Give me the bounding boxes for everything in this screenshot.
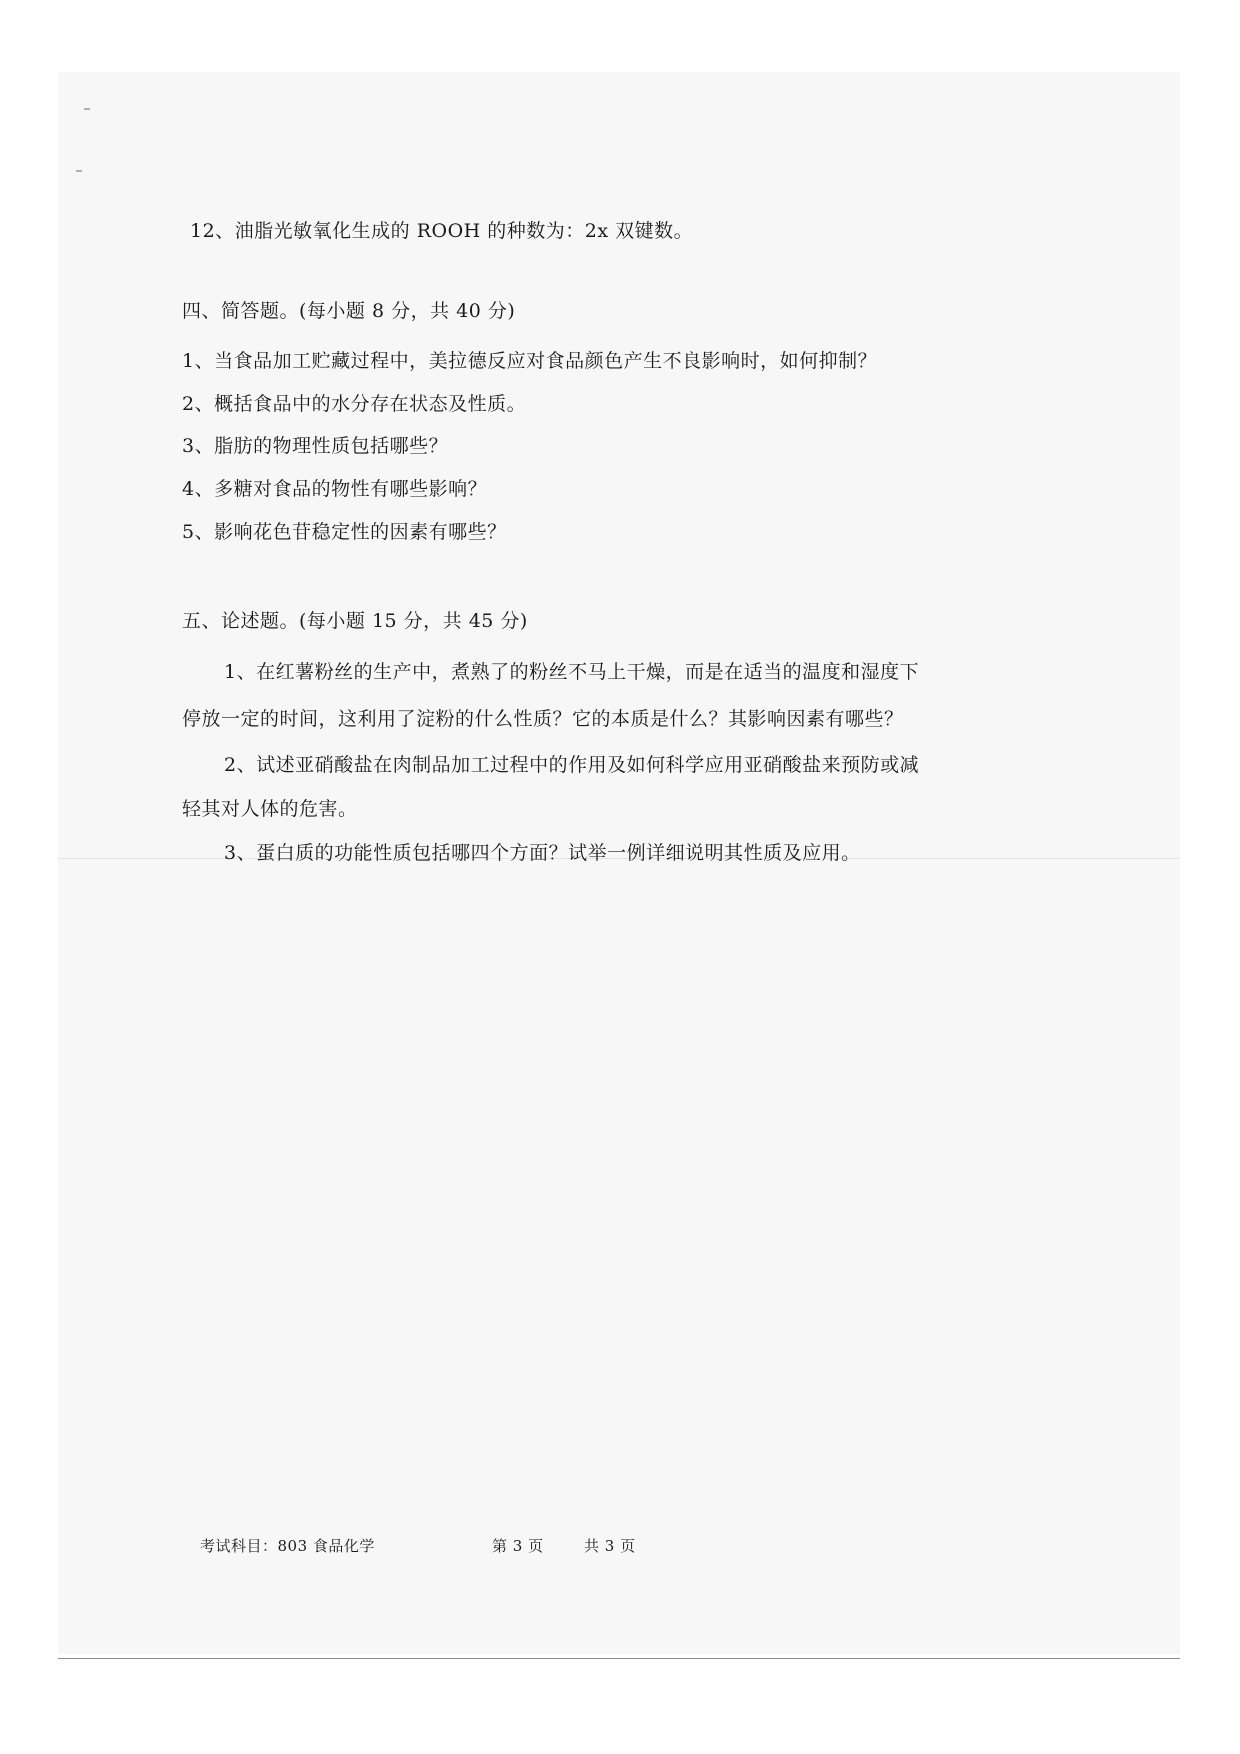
section-4-question-1: 1、当食品加工贮藏过程中，美拉德反应对食品颜色产生不良影响时，如何抑制？	[182, 350, 878, 372]
section-5-question-1-line-2: 停放一定的时间，这利用了淀粉的什么性质？它的本质是什么？其影响因素有哪些？	[182, 708, 904, 730]
section-5-question-2-line-2: 轻其对人体的危害。	[182, 798, 358, 820]
section-4-question-2: 2、概括食品中的水分存在状态及性质。	[182, 393, 527, 415]
section-4-question-5: 5、影响花色苷稳定性的因素有哪些？	[182, 521, 507, 543]
question-12: 12、油脂光敏氧化生成的 ROOH 的种数为：2x 双键数。	[190, 220, 694, 242]
section-4-question-4: 4、多糖对食品的物性有哪些影响？	[182, 478, 488, 500]
footer-page-total: 共 3 页	[584, 1537, 636, 1555]
section-5-question-1-line-1: 1、在红薯粉丝的生产中，煮熟了的粉丝不马上干燥，而是在适当的温度和湿度下	[224, 661, 920, 683]
scan-speck	[76, 170, 82, 172]
footer-page-current: 第 3 页	[492, 1537, 544, 1555]
section-5-question-3: 3、蛋白质的功能性质包括哪四个方面？试举一例详细说明其性质及应用。	[224, 842, 861, 864]
footer-exam-subject: 考试科目：803 食品化学	[200, 1537, 375, 1555]
section-5-question-2-line-1: 2、试述亚硝酸盐在肉制品加工过程中的作用及如何科学应用亚硝酸盐来预防或减	[224, 754, 920, 776]
scan-edge-line	[58, 1658, 1180, 1659]
section-5-heading: 五、论述题。(每小题 15 分，共 45 分)	[182, 610, 528, 632]
section-4-question-3: 3、脂肪的物理性质包括哪些？	[182, 435, 449, 457]
section-4-heading: 四、简答题。(每小题 8 分，共 40 分)	[182, 300, 516, 322]
scan-speck	[84, 108, 90, 110]
